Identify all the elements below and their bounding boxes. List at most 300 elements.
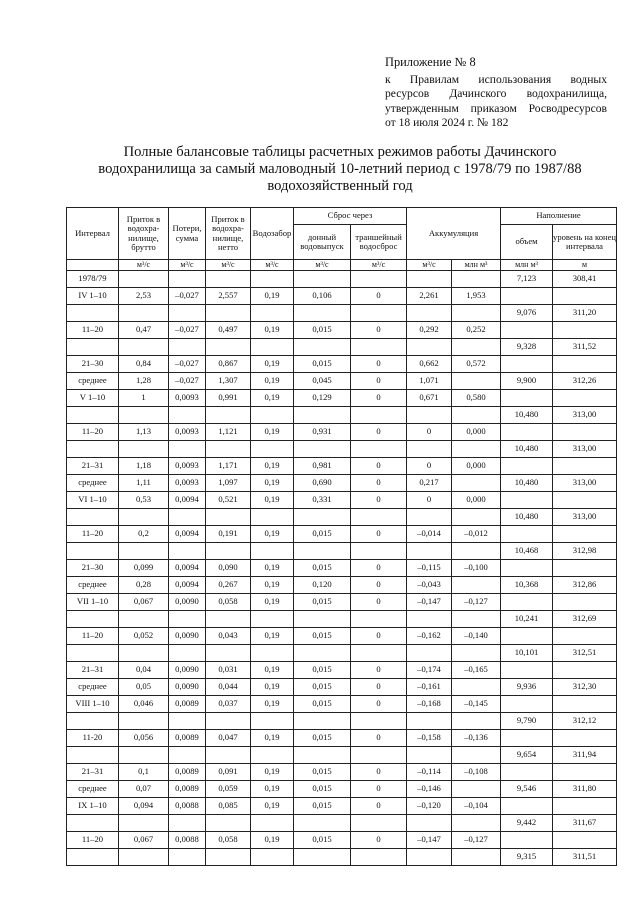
table-cell: 0,931 [294, 424, 351, 441]
table-cell: 0,0093 [169, 390, 206, 407]
table-cell: 312,12 [553, 713, 617, 730]
table-cell: 0 [407, 424, 452, 441]
table-cell [553, 390, 617, 407]
table-cell [501, 594, 553, 611]
table-cell: 0 [351, 577, 407, 594]
table-cell [553, 662, 617, 679]
table-cell: 0,217 [407, 475, 452, 492]
table-cell: 0 [351, 492, 407, 509]
table-cell: 9,328 [501, 339, 553, 356]
table-cell: 1,121 [206, 424, 251, 441]
title-line: водохранилища за самый маловодный 10-летний период с 1978/79 по 1987/88 [98, 161, 582, 177]
row-label: 11–20 [67, 424, 119, 441]
table-cell: 9,790 [501, 713, 553, 730]
table-row [67, 781, 617, 798]
table-cell: –0,115 [407, 560, 452, 577]
table-cell: 0,292 [407, 322, 452, 339]
table-cell [206, 339, 251, 356]
table-row [67, 543, 617, 560]
table-row [67, 764, 617, 781]
table-cell: –0,147 [407, 594, 452, 611]
table-cell [119, 339, 169, 356]
table-row [67, 356, 617, 373]
table-cell: 0,0094 [169, 577, 206, 594]
table-cell [351, 509, 407, 526]
table-cell [169, 305, 206, 322]
table-cell: 0,19 [251, 475, 294, 492]
table-cell: 0 [351, 288, 407, 305]
table-cell: 0,0094 [169, 560, 206, 577]
table-cell [294, 747, 351, 764]
table-cell [452, 713, 501, 730]
table-cell: 0,19 [251, 373, 294, 390]
table-cell: 0,056 [119, 730, 169, 747]
table-cell [169, 849, 206, 866]
table-cell: 1,071 [407, 373, 452, 390]
table-cell: 0 [351, 475, 407, 492]
table-cell [407, 271, 452, 288]
row-label [67, 441, 119, 458]
table-cell: 9,936 [501, 679, 553, 696]
table-cell [407, 713, 452, 730]
table-cell: 0,085 [206, 798, 251, 815]
table-cell: 0,015 [294, 594, 351, 611]
table-cell: 1 [119, 390, 169, 407]
table-cell: 0,0093 [169, 475, 206, 492]
table-cell [501, 832, 553, 849]
table-cell: 9,900 [501, 373, 553, 390]
table-cell [501, 696, 553, 713]
table-cell [452, 543, 501, 560]
table-cell [553, 526, 617, 543]
row-label: 11–20 [67, 526, 119, 543]
table-cell: 0,059 [206, 781, 251, 798]
table-cell: 0,19 [251, 594, 294, 611]
table-cell: 0 [351, 696, 407, 713]
table-cell [251, 305, 294, 322]
table-cell: 0,0089 [169, 730, 206, 747]
table-cell [452, 373, 501, 390]
table-cell: 0,015 [294, 832, 351, 849]
table-cell: –0,108 [452, 764, 501, 781]
table-cell [501, 526, 553, 543]
table-cell [169, 509, 206, 526]
table-cell [351, 305, 407, 322]
table-cell: 311,94 [553, 747, 617, 764]
table-cell: 0,19 [251, 798, 294, 815]
table-cell: 0 [351, 628, 407, 645]
table-cell: 0,19 [251, 288, 294, 305]
table-row [67, 373, 617, 390]
table-row [67, 713, 617, 730]
row-label [67, 509, 119, 526]
table-cell [119, 713, 169, 730]
row-label [67, 713, 119, 730]
table-cell: 312,86 [553, 577, 617, 594]
row-label: VI 1–10 [67, 492, 119, 509]
table-cell [119, 815, 169, 832]
table-row [67, 407, 617, 424]
table-cell [169, 747, 206, 764]
table-cell [294, 407, 351, 424]
table-cell: 10,468 [501, 543, 553, 560]
table-cell: 0,058 [206, 832, 251, 849]
table-cell [206, 407, 251, 424]
row-label: 21–30 [67, 356, 119, 373]
table-cell: 0,19 [251, 730, 294, 747]
table-cell: 0,47 [119, 322, 169, 339]
table-cell [169, 407, 206, 424]
table-cell: 0,0090 [169, 628, 206, 645]
row-label [67, 407, 119, 424]
table-row [67, 662, 617, 679]
table-cell [407, 407, 452, 424]
table-row [67, 577, 617, 594]
table-cell: 0 [351, 424, 407, 441]
table-cell [501, 492, 553, 509]
table-cell: 0,129 [294, 390, 351, 407]
table-cell [119, 271, 169, 288]
table-cell: 0,0094 [169, 492, 206, 509]
table-row [67, 730, 617, 747]
table-cell: 0,015 [294, 798, 351, 815]
table-cell: –0,136 [452, 730, 501, 747]
table-cell: –0,027 [169, 373, 206, 390]
table-cell: 0,981 [294, 458, 351, 475]
table-cell: 312,26 [553, 373, 617, 390]
table-cell: 0,04 [119, 662, 169, 679]
table-cell: –0,104 [452, 798, 501, 815]
table-cell [553, 322, 617, 339]
header-filling-group: Наполнение [501, 208, 617, 225]
table-cell: 0,031 [206, 662, 251, 679]
header-trench-spillway: траншейный водосброс [351, 225, 407, 260]
table-cell: 1,11 [119, 475, 169, 492]
row-label: среднее [67, 577, 119, 594]
table-cell: 311,80 [553, 781, 617, 798]
table-row [67, 594, 617, 611]
table-row [67, 475, 617, 492]
table-cell: 10,480 [501, 441, 553, 458]
table-cell: –0,027 [169, 288, 206, 305]
table-cell: 311,67 [553, 815, 617, 832]
table-cell: 0 [351, 764, 407, 781]
table-cell: 0,19 [251, 781, 294, 798]
row-label [67, 645, 119, 662]
table-cell [407, 509, 452, 526]
table-cell: 0,521 [206, 492, 251, 509]
table-cell [206, 543, 251, 560]
table-cell [452, 441, 501, 458]
unit-cell: млн м³ [501, 260, 553, 271]
table-cell: 0,19 [251, 662, 294, 679]
table-cell: 0,19 [251, 560, 294, 577]
table-cell: 0,046 [119, 696, 169, 713]
table-cell [452, 475, 501, 492]
table-cell: 312,30 [553, 679, 617, 696]
table-cell [452, 577, 501, 594]
table-cell: 0,19 [251, 322, 294, 339]
table-cell: 9,546 [501, 781, 553, 798]
table-cell: 0 [351, 832, 407, 849]
table-cell: 0,044 [206, 679, 251, 696]
table-row [67, 628, 617, 645]
table-cell [553, 696, 617, 713]
table-cell [407, 849, 452, 866]
table-cell: 0,058 [206, 594, 251, 611]
table-cell [452, 747, 501, 764]
row-label: V 1–10 [67, 390, 119, 407]
row-label: 11–20 [67, 832, 119, 849]
table-row [67, 815, 617, 832]
table-cell [119, 441, 169, 458]
table-cell: 311,20 [553, 305, 617, 322]
table-cell: 1,953 [452, 288, 501, 305]
table-cell: 0,191 [206, 526, 251, 543]
table-cell [407, 543, 452, 560]
table-cell [452, 679, 501, 696]
table-cell [294, 305, 351, 322]
table-row [67, 339, 617, 356]
table-cell: 10,480 [501, 407, 553, 424]
table-cell [407, 305, 452, 322]
table-cell: –0,027 [169, 356, 206, 373]
table-cell: 311,51 [553, 849, 617, 866]
table-cell: 0,067 [119, 594, 169, 611]
table-cell: 0,572 [452, 356, 501, 373]
row-label: 21–30 [67, 560, 119, 577]
table-cell: 0 [351, 730, 407, 747]
table-cell: –0,165 [452, 662, 501, 679]
table-cell [206, 747, 251, 764]
table-cell [169, 713, 206, 730]
table-cell [206, 271, 251, 288]
table-cell: 0,045 [294, 373, 351, 390]
table-cell: 9,315 [501, 849, 553, 866]
table-cell [452, 645, 501, 662]
table-cell: 0,052 [119, 628, 169, 645]
table-cell [501, 798, 553, 815]
table-cell [501, 288, 553, 305]
table-cell: 312,69 [553, 611, 617, 628]
table-cell: 0 [351, 594, 407, 611]
table-cell: 0 [351, 526, 407, 543]
table-cell: 0,015 [294, 628, 351, 645]
table-cell: –0,174 [407, 662, 452, 679]
table-cell [452, 815, 501, 832]
table-cell: 10,480 [501, 475, 553, 492]
table-row [67, 492, 617, 509]
table-cell: 313,00 [553, 509, 617, 526]
table-row [67, 441, 617, 458]
table-cell: 0,19 [251, 832, 294, 849]
table-cell [553, 288, 617, 305]
table-cell [351, 747, 407, 764]
table-cell: 1,18 [119, 458, 169, 475]
table-cell [294, 645, 351, 662]
table-cell [206, 305, 251, 322]
row-label: среднее [67, 781, 119, 798]
table-cell [251, 611, 294, 628]
table-cell: –0,127 [452, 594, 501, 611]
table-cell: 0 [351, 560, 407, 577]
table-cell: 0,19 [251, 679, 294, 696]
table-cell: –0,120 [407, 798, 452, 815]
table-cell [119, 645, 169, 662]
table-cell [169, 543, 206, 560]
table-row [67, 509, 617, 526]
row-label: среднее [67, 679, 119, 696]
table-cell [251, 509, 294, 526]
annex-date: от 18 июля 2024 г. № 182 [385, 116, 509, 130]
row-label [67, 339, 119, 356]
table-cell [553, 832, 617, 849]
table-cell: –0,162 [407, 628, 452, 645]
table-cell: 312,98 [553, 543, 617, 560]
table-cell: 0,0093 [169, 458, 206, 475]
table-cell: 0,662 [407, 356, 452, 373]
table-cell: 0,0090 [169, 594, 206, 611]
table-cell: 0,015 [294, 696, 351, 713]
unit-cell: м³/с [351, 260, 407, 271]
header-volume: объем [501, 225, 553, 260]
row-label [67, 747, 119, 764]
row-label: 11–20 [67, 322, 119, 339]
table-cell: 0,0089 [169, 696, 206, 713]
table-cell: 0,015 [294, 764, 351, 781]
table-cell: 311,52 [553, 339, 617, 356]
table-cell: 313,00 [553, 475, 617, 492]
table-cell: 0,015 [294, 662, 351, 679]
annex-note [385, 55, 607, 131]
table-cell: 0,991 [206, 390, 251, 407]
table-cell: 10,101 [501, 645, 553, 662]
table-cell [119, 543, 169, 560]
table-cell [351, 849, 407, 866]
annex-number: Приложение № 8 [385, 55, 476, 69]
annex-line: утвержденным приказом Росводресурсов [385, 101, 607, 115]
table-cell: –0,146 [407, 781, 452, 798]
table-cell [251, 645, 294, 662]
table-cell: 9,654 [501, 747, 553, 764]
table-cell: 0,331 [294, 492, 351, 509]
table-cell: 0 [351, 390, 407, 407]
table-row [67, 747, 617, 764]
table-cell: 0,000 [452, 424, 501, 441]
table-cell [169, 815, 206, 832]
row-label: 1978/79 [67, 271, 119, 288]
table-cell [351, 339, 407, 356]
table-cell [351, 713, 407, 730]
table-cell: 1,097 [206, 475, 251, 492]
header-discharge-group: Сброс через [294, 208, 407, 225]
table-cell [119, 849, 169, 866]
title-line: водохозяйственный год [267, 178, 413, 194]
table-row [67, 424, 617, 441]
table-cell: –0,100 [452, 560, 501, 577]
table-cell: 0,1 [119, 764, 169, 781]
table-cell [251, 407, 294, 424]
table-cell: 0 [351, 781, 407, 798]
table-cell [501, 628, 553, 645]
table-cell [553, 492, 617, 509]
row-label [67, 849, 119, 866]
table-cell [251, 543, 294, 560]
table-row [67, 305, 617, 322]
table-cell: 0,000 [452, 458, 501, 475]
table-cell [251, 815, 294, 832]
table-cell: 0,07 [119, 781, 169, 798]
table-cell [553, 356, 617, 373]
table-row [67, 560, 617, 577]
table-cell [553, 798, 617, 815]
table-cell: 0,19 [251, 696, 294, 713]
table-cell: 2,53 [119, 288, 169, 305]
table-cell: 10,241 [501, 611, 553, 628]
table-cell: 0,015 [294, 679, 351, 696]
table-cell: 0,497 [206, 322, 251, 339]
row-label [67, 305, 119, 322]
row-label: IX 1–10 [67, 798, 119, 815]
table-row [67, 645, 617, 662]
unit-cell: м³/с [119, 260, 169, 271]
table-cell: 0,015 [294, 322, 351, 339]
table-cell [501, 730, 553, 747]
row-label [67, 543, 119, 560]
table-cell [169, 271, 206, 288]
table-cell: 0,120 [294, 577, 351, 594]
unit-cell: м³/с [206, 260, 251, 271]
table-cell: 10,368 [501, 577, 553, 594]
table-cell: 0,690 [294, 475, 351, 492]
table-cell [452, 781, 501, 798]
table-cell: 0,2 [119, 526, 169, 543]
table-body [67, 271, 617, 866]
table-cell [501, 764, 553, 781]
table-cell [351, 645, 407, 662]
table-cell: 0,19 [251, 577, 294, 594]
table-cell: 0,19 [251, 492, 294, 509]
table-cell: 0 [351, 356, 407, 373]
table-header [67, 208, 617, 271]
table-cell [407, 441, 452, 458]
table-cell: 0,867 [206, 356, 251, 373]
table-cell [251, 713, 294, 730]
table-cell: 0,28 [119, 577, 169, 594]
table-cell: 0,0090 [169, 662, 206, 679]
table-cell [119, 407, 169, 424]
table-cell: 0,580 [452, 390, 501, 407]
row-label [67, 611, 119, 628]
table-cell [251, 747, 294, 764]
unit-cell: м³/с [251, 260, 294, 271]
table-cell: 313,00 [553, 441, 617, 458]
table-cell [351, 441, 407, 458]
table-cell: 1,307 [206, 373, 251, 390]
table-cell [294, 271, 351, 288]
table-cell [251, 849, 294, 866]
table-cell: –0,027 [169, 322, 206, 339]
unit-cell: м³/с [169, 260, 206, 271]
table-cell [294, 611, 351, 628]
table-cell [407, 747, 452, 764]
table-row [67, 696, 617, 713]
table-cell: 0,099 [119, 560, 169, 577]
table-cell [501, 424, 553, 441]
table-cell: 0,19 [251, 424, 294, 441]
table-cell: –0,168 [407, 696, 452, 713]
table-cell [452, 509, 501, 526]
